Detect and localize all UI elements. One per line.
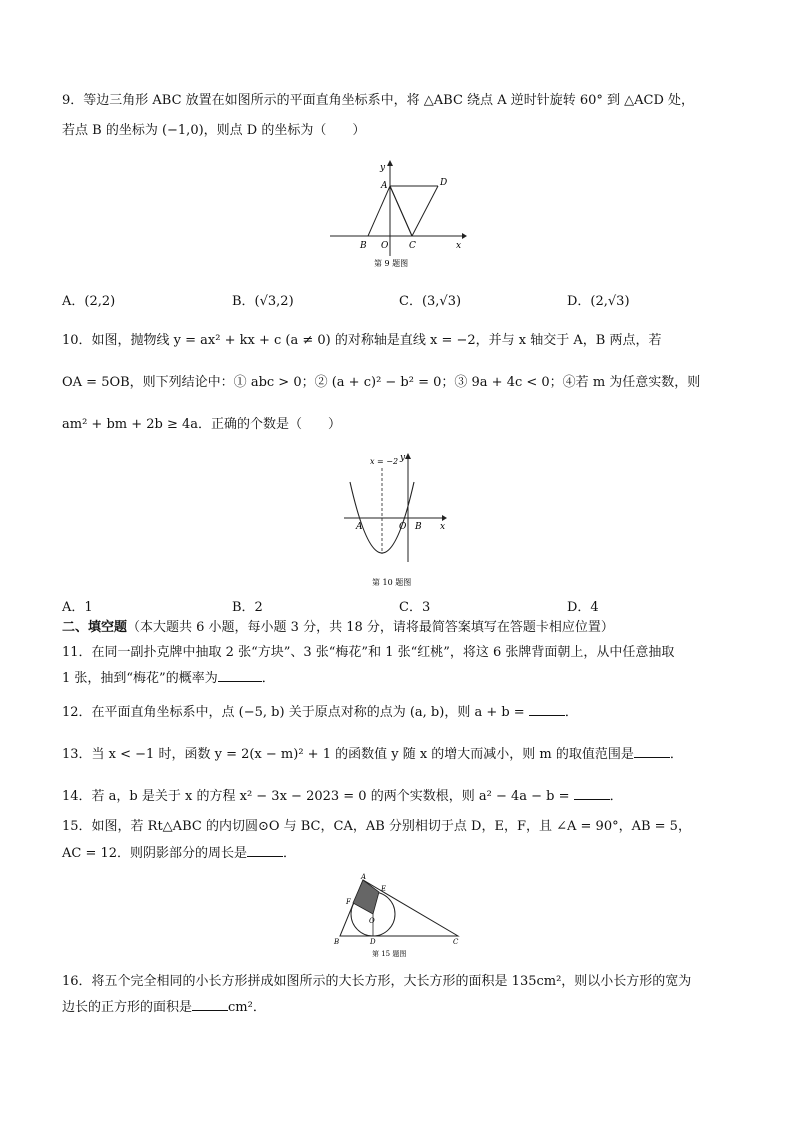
q10-label-axis: x = −2 <box>370 457 399 466</box>
q15-label-b: B <box>334 938 340 946</box>
q10-label-o: O <box>399 522 407 532</box>
q9-x-arrow <box>462 233 467 239</box>
section-2-title: 二、填空题 <box>62 620 128 635</box>
q10-figure <box>340 450 452 590</box>
q10-label-b: B <box>415 522 422 532</box>
q9-label-x: x <box>456 241 462 251</box>
q15-line2-text: AC = 12．则阴影部分的周长是 <box>62 846 248 861</box>
q11-answer-blank[interactable] <box>218 669 262 682</box>
q15-label-c: C <box>453 938 459 946</box>
q9-line1: 9．等边三角形 ABC 放置在如图所示的平面直角坐标系中，将 △ABC 绕点 A 逆时针旋转 60° 到 △ACD 处， <box>62 93 695 108</box>
q13-line <box>62 745 683 764</box>
q15-caption: 第 15 题图 <box>372 950 407 958</box>
q11-line2-text: 1 张，抽到“梅花”的概率为 <box>62 671 218 686</box>
q9-label-a: A <box>381 181 388 191</box>
q10-line3: am² + bm + 2b ≥ 4a．正确的个数是（ ） <box>62 417 342 432</box>
q10-x-arrow <box>442 515 447 521</box>
q15-line2 <box>62 844 296 863</box>
q9-segment-dc <box>412 186 438 236</box>
q12-text: 12．在平面直角坐标系中，点 (−5, b) 关于原点对称的点为 (a, b)，则 a + b = <box>62 705 525 720</box>
q16-line2-end: cm²． <box>228 1000 266 1015</box>
q15-label-a: A <box>361 873 367 881</box>
q10-label-y: y <box>400 453 406 463</box>
q10-label-x: x <box>440 522 446 532</box>
q12-answer-blank[interactable] <box>529 703 565 716</box>
q16-line2 <box>62 998 266 1017</box>
q10-line2: OA = 5OB，则下列结论中：① abc > 0；② (a + c)² − b² = 0；③ 9a + 4c < 0；④若 m 为任意实数，则 <box>62 375 701 390</box>
q15-label-o: O <box>369 917 375 925</box>
q9-choice-b: B．(√3,2) <box>232 294 294 309</box>
q14-line <box>62 787 623 806</box>
q15-triangle <box>340 880 458 936</box>
q12-line <box>62 703 578 722</box>
q15-label-e: E <box>381 885 387 893</box>
q10-caption: 第 10 题图 <box>372 578 412 587</box>
q10-y-arrow <box>405 453 411 459</box>
q10-label-a: A <box>356 522 363 532</box>
q10-choice-a: A．1 <box>62 600 93 615</box>
q12-end: ． <box>564 705 578 720</box>
q15-line2-end: ． <box>283 846 297 861</box>
q9-y-arrow <box>387 160 393 166</box>
q9-line2: 若点 B 的坐标为 (−1,0)，则点 D 的坐标为（ ） <box>62 123 366 138</box>
q16-line1: 16．将五个完全相同的小长方形拼成如图所示的大长方形，大长方形的面积是 135cm²，则以小长方形的宽为 <box>62 974 692 989</box>
q9-choice-d: D．(2,√3) <box>567 294 630 309</box>
q15-line1: 15．如图，若 Rt△ABC 的内切圆⊙O 与 BC，CA，AB 分别相切于点 D，E，F，且 ∠A = 90°，AB = 5， <box>62 819 691 834</box>
q13-end: ． <box>669 747 683 762</box>
q14-end: ． <box>609 789 623 804</box>
q10-choice-b: B．2 <box>232 600 263 615</box>
q9-label-d: D <box>440 178 448 188</box>
q13-answer-blank[interactable] <box>634 745 670 758</box>
q9-choice-a: A．(2,2) <box>62 294 116 309</box>
q11-line2 <box>62 669 275 688</box>
q9-label-c: C <box>409 241 416 251</box>
q9-segment-ac <box>390 186 412 236</box>
q13-text: 13．当 x < −1 时，函数 y = 2(x − m)² + 1 的函数值 y 随 x 的增大而减小，则 m 的取值范围是 <box>62 747 634 762</box>
q10-choice-c: C．3 <box>399 600 431 615</box>
q16-answer-blank[interactable] <box>192 998 228 1011</box>
q9-label-o: O <box>381 241 389 251</box>
q9-choice-c: C．(3,√3) <box>399 294 462 309</box>
q9-caption: 第 9 题图 <box>374 259 409 268</box>
q15-answer-blank[interactable] <box>247 844 283 857</box>
q15-figure <box>328 870 466 962</box>
q9-label-y: y <box>380 163 386 173</box>
q15-label-f: F <box>346 898 351 906</box>
q14-answer-blank[interactable] <box>574 787 610 800</box>
q11-line1: 11．在同一副扑克牌中抽取 2 张“方块”、3 张“梅花”和 1 张“红桃”，将这 6 张牌背面朝上，从中任意抽取 <box>62 645 675 660</box>
q9-figure <box>328 158 468 270</box>
section-2-note: （本大题共 6 小题，每小题 3 分，共 18 分，请将最简答案填写在答题卡相应位置） <box>127 620 614 635</box>
q16-line2-text: 边长的正方形的面积是 <box>62 1000 193 1015</box>
q14-text: 14．若 a，b 是关于 x 的方程 x² − 3x − 2023 = 0 的两个实数根，则 a² − 4a − b = <box>62 789 570 804</box>
q15-shaded-region <box>353 880 379 914</box>
section-2-heading <box>62 619 614 637</box>
q11-line2-end: ． <box>261 671 275 686</box>
q15-label-d: D <box>370 938 376 946</box>
q9-label-b: B <box>360 241 367 251</box>
q10-choice-d: D．4 <box>567 600 599 615</box>
q10-line1: 10．如图，抛物线 y = ax² + kx + c (a ≠ 0) 的对称轴是直线 x = −2，并与 x 轴交于 A，B 两点，若 <box>62 333 662 348</box>
